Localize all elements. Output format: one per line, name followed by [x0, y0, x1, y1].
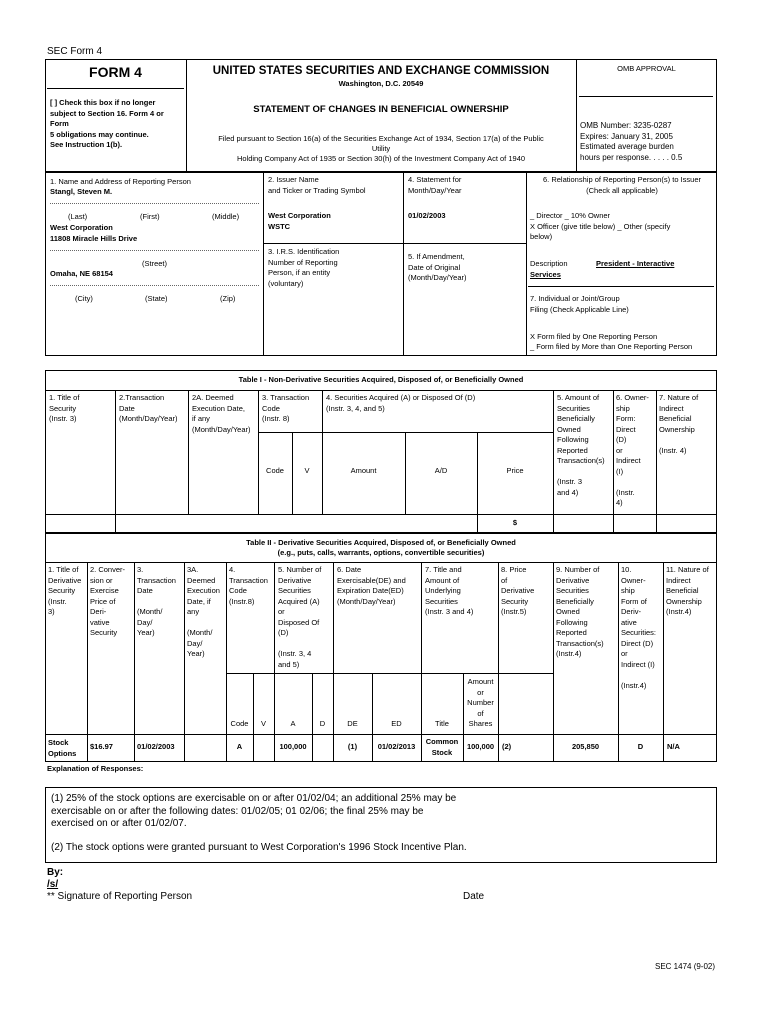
- signature-value: /s/: [47, 879, 59, 890]
- statement-title: STATEMENT OF CHANGES IN BENEFICIAL OWNERSHIP: [253, 104, 509, 115]
- filed-line-3: Holding Company Act of 1935 or Section 30(h) of the Investment Company Act of 1940: [236, 154, 526, 163]
- t2-row-owned: 205,850: [571, 742, 600, 751]
- t2-row-shares: 100,000: [466, 742, 495, 751]
- t2-row-price8: (2): [502, 742, 512, 751]
- table-1-title: Table I - Non-Derivative Securities Acquired, Disposed of, or Beneficially Owned: [238, 375, 524, 384]
- explanation-label: Explanation of Responses:: [47, 764, 144, 773]
- t2-col10: 10. Owner- ship Form of Deriv- ative Securities: Direct (D) or Indirect (I) (Instr.4): [621, 565, 657, 690]
- t2-sub-v: V: [260, 719, 266, 728]
- t1-col4: 4. Securities Acquired (A) or Disposed Of (D) (Instr. 3, 4, and 5): [326, 393, 476, 413]
- checkbox-note: [ ] Check this box if no longer subject to Section 16. Form 4 or Form 5 obligations may continue. See Instruction 1(b).: [50, 98, 164, 149]
- relationship-options: _ Director _ 10% Owner X Officer (give title below) _ Other (specify below): [530, 211, 671, 241]
- explanation-note-1: (1) 25% of the stock options are exercisable on or after 01/02/04; an additional 25% may be exercisable on or after the following dates: 01/02/05; 01 02/06; the final 25% may be exercised on or after 01/02/07.: [51, 793, 457, 829]
- signature-by: By:: [47, 867, 64, 878]
- zip-label: (Zip): [220, 294, 236, 303]
- omb-details: OMB Number: 3235-0287 Expires: January 31, 2005 Estimated average burden hours per response. . . . . 0.5: [580, 121, 683, 162]
- t2-row-security: Stock Options: [48, 738, 77, 758]
- t1-sub-price: Price: [506, 466, 524, 475]
- t2-row-price: $16.97: [90, 742, 113, 751]
- filing-label: 7. Individual or Joint/Group Filing (Check Applicable Line): [530, 294, 629, 314]
- footer-code: SEC 1474 (9-02): [655, 962, 716, 971]
- t2-row-code: A: [236, 742, 243, 751]
- t2-col3a: 3A. Deemed Execution Date, if any (Month/ Day/ Year): [187, 565, 220, 658]
- table-2-subtitle: (e.g., puts, calls, warrants, options, convertible securities): [277, 548, 485, 557]
- signature-label: ** Signature of Reporting Person: [47, 891, 193, 902]
- t2-sub-ed: ED: [391, 719, 402, 728]
- first-label: (First): [140, 212, 160, 221]
- relationship-label: 6. Relationship of Reporting Person(s) to Issuer (Check all applicable): [543, 175, 701, 195]
- t2-row-nature: N/A: [667, 742, 680, 751]
- t1-sub-ad: A/D: [434, 466, 448, 475]
- t2-col8: 8. Price of Derivative Security (Instr.5): [501, 565, 535, 616]
- t2-sub-d: D: [319, 719, 326, 728]
- name-value: Stangl, Steven M.: [50, 187, 113, 196]
- t2-sub-a: A: [290, 719, 296, 728]
- t1-col3: 3. Transaction Code (Instr. 8): [262, 393, 310, 423]
- city-value: Omaha, NE 68154: [50, 269, 113, 278]
- t1-col2a: 2A. Deemed Execution Date, if any (Month/Day/Year): [192, 393, 251, 434]
- omb-approval: OMB APPROVAL: [617, 64, 676, 73]
- t2-row-de: (1): [347, 742, 358, 751]
- name-label: 1. Name and Address of Reporting Person: [50, 177, 191, 186]
- description-label: Description: [530, 259, 568, 268]
- explanation-note-2: (2) The stock options were granted pursuant to West Corporation's 1996 Stock Incentive Plan.: [51, 842, 467, 853]
- t2-amount-header: Amount or Number of Shares: [467, 677, 494, 728]
- t2-col3: 3. Transaction Date (Month/ Day/ Year): [137, 565, 176, 637]
- description-value: President - Interactive Services: [530, 259, 675, 279]
- t1-col1: 1. Title of Security (Instr. 3): [49, 393, 80, 423]
- date-label: Date: [463, 891, 485, 902]
- t1-col2: 2.Transaction Date (Month/Day/Year): [119, 393, 178, 423]
- t2-col4: 4. Transaction Code (Instr.8): [229, 565, 268, 606]
- t1-sub-v: V: [304, 466, 310, 475]
- sec-form-label: SEC Form 4: [47, 46, 103, 57]
- t2-sub-title: Title: [435, 719, 449, 728]
- t2-col5: 5. Number of Derivative Securities Acquired (A) or Disposed Of (D) (Instr. 3, 4 and 5): [278, 565, 322, 669]
- form-title: FORM 4: [89, 64, 142, 80]
- street-value: 11808 Miracle Hills Drive: [50, 234, 138, 243]
- t1-col5: 5. Amount of Securities Beneficially Owned Following Reported Transaction(s) (Instr. 3 and 4): [557, 393, 605, 497]
- location: Washington, D.C. 20549: [338, 79, 424, 88]
- t2-col11: 11. Nature of Indirect Beneficial Ownership (Instr.4): [666, 565, 709, 616]
- t2-row-date: 01/02/2003: [137, 742, 175, 751]
- t1-col7: 7. Nature of Indirect Beneficial Ownership (Instr. 4): [659, 393, 699, 455]
- amendment-label: 5. If Amendment, Date of Original (Month/Day/Year): [408, 252, 467, 282]
- t2-row-amount: 100,000: [279, 742, 307, 751]
- t2-sub-de: DE: [347, 719, 358, 728]
- t1-dollar: $: [512, 518, 518, 527]
- statement-for-label: 4. Statement for Month/Day/Year: [408, 175, 462, 195]
- t2-row-form: D: [637, 742, 644, 751]
- irs-label: 3. I.R.S. Identification Number of Reporting Person, if an entity (voluntary): [268, 247, 340, 288]
- t2-row-title: Common Stock: [425, 737, 459, 757]
- issuer-label: 2. Issuer Name and Ticker or Trading Symbol: [268, 175, 366, 195]
- city-label: (City): [75, 294, 93, 303]
- statement-for-value: 01/02/2003: [408, 211, 446, 220]
- t1-sub-code: Code: [266, 466, 284, 475]
- company-line: West Corporation: [50, 223, 113, 232]
- filing-option-1: X Form filed by One Reporting Person: [530, 332, 658, 341]
- t2-col7: 7. Title and Amount of Underlying Securities (Instr. 3 and 4): [425, 565, 474, 616]
- t1-sub-amount: Amount: [350, 466, 377, 475]
- t2-row-ed: 01/02/2013: [377, 742, 416, 751]
- issuer-value: West Corporation WSTC: [268, 211, 331, 231]
- state-label: (State): [145, 294, 168, 303]
- commission-title: UNITED STATES SECURITIES AND EXCHANGE COMMISSION: [212, 65, 550, 77]
- middle-label: (Middle): [212, 212, 240, 221]
- t2-col2: 2. Conver- sion or Exercise Price of Deri- vative Security: [90, 565, 126, 637]
- filing-option-2: _ Form filed by More than One Reporting Person: [530, 342, 693, 351]
- table-2-title: Table II - Derivative Securities Acquired, Disposed of, or Beneficially Owned: [246, 538, 516, 547]
- filed-line-2: Utility: [371, 144, 391, 153]
- t2-col6: 6. Date Exercisable(DE) and Expiration Date(ED) (Month/Day/Year): [337, 565, 406, 606]
- last-label: (Last): [68, 212, 88, 221]
- t2-col1: 1. Title of Derivative Security (Instr. 3): [48, 565, 82, 616]
- t2-col9: 9. Number of Derivative Securities Beneficially Owned Following Reported Transaction(s) (Instr.4): [556, 565, 604, 658]
- street-label: (Street): [142, 259, 168, 268]
- t1-col6: 6. Owner- ship Form: Direct (D) or Indirect (I) (Instr. 4): [616, 393, 649, 507]
- filed-line-1: Filed pursuant to Section 16(a) of the Securities Exchange Act of 1934, Section 17(a) of the Public: [218, 134, 544, 143]
- t2-sub-code: Code: [230, 719, 249, 728]
